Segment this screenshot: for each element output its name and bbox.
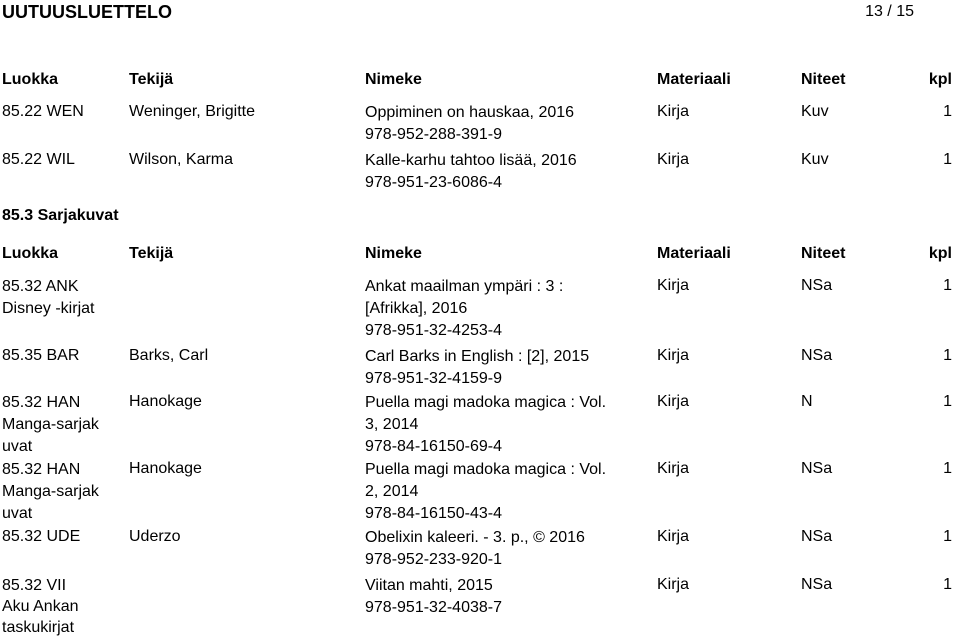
row-luokka: 85.22 WIL [2, 151, 75, 168]
row-niteet: NSa [801, 528, 833, 545]
row-materiaali: Kirja [657, 347, 690, 364]
column-header-luokka: Luokka [2, 245, 59, 262]
section-title: 85.3 Sarjakuvat [2, 207, 119, 224]
row-kpl: 1 [943, 151, 952, 168]
row-nimeke: Carl Barks in English : [2], 2015 978-951-32-4159-9 [365, 348, 590, 387]
column-header-materiaali: Materiaali [657, 245, 731, 262]
row-nimeke: Ankat maailman ympäri : 3 : [Afrikka], 2016 978-951-32-4253-4 [365, 278, 564, 339]
column-header-nimeke: Nimeke [365, 71, 422, 88]
page-number: 13 / 15 [865, 3, 914, 20]
column-header-nimeke: Nimeke [365, 245, 422, 262]
row-nimeke: Obelixin kaleeri. - 3. p., © 2016 978-952-233-920-1 [365, 529, 585, 568]
row-luokka: 85.32 UDE [2, 528, 81, 545]
row-nimeke: Puella magi madoka magica : Vol. 2, 2014 978-84-16150-43-4 [365, 461, 607, 522]
row-luokka: 85.32 VII Aku Ankan taskukirjat [2, 577, 79, 636]
row-kpl: 1 [943, 528, 952, 545]
column-header-niteet: Niteet [801, 245, 846, 262]
row-materiaali: Kirja [657, 103, 690, 120]
row-luokka: 85.32 HAN Manga-sarjak uvat [2, 394, 99, 455]
row-luokka: 85.32 HAN Manga-sarjak uvat [2, 461, 99, 522]
row-nimeke: Kalle-karhu tahtoo lisää, 2016 978-951-23-6086-4 [365, 152, 577, 191]
row-kpl: 1 [943, 576, 952, 593]
column-header-kpl: kpl [928, 71, 952, 88]
row-niteet: NSa [801, 347, 833, 364]
row-nimeke: Puella magi madoka magica : Vol. 3, 2014 978-84-16150-69-4 [365, 394, 607, 455]
row-niteet: Kuv [801, 151, 829, 168]
row-niteet: NSa [801, 576, 833, 593]
row-materiaali: Kirja [657, 576, 690, 593]
row-kpl: 1 [943, 277, 952, 294]
row-materiaali: Kirja [657, 151, 690, 168]
column-header-kpl: kpl [928, 245, 952, 262]
column-header-tekija: Tekijä [129, 71, 174, 88]
row-materiaali: Kirja [657, 528, 690, 545]
column-header-niteet: Niteet [801, 71, 846, 88]
row-nimeke: Oppiminen on hauskaa, 2016 978-952-288-391-9 [365, 104, 575, 143]
row-niteet: NSa [801, 277, 833, 294]
row-tekija: Hanokage [129, 460, 202, 477]
row-tekija: Hanokage [129, 393, 202, 410]
row-niteet: NSa [801, 460, 833, 477]
row-tekija: Wilson, Karma [129, 151, 234, 168]
row-nimeke: Viitan mahti, 2015 978-951-32-4038-7 [365, 577, 502, 616]
row-tekija: Weninger, Brigitte [129, 103, 255, 120]
page-title: UUTUUSLUETTELO [2, 2, 172, 22]
row-luokka: 85.22 WEN [2, 103, 84, 120]
row-luokka: 85.32 ANK Disney -kirjat [2, 278, 95, 317]
row-niteet: N [801, 393, 813, 410]
row-tekija: Uderzo [129, 528, 181, 545]
row-luokka: 85.35 BAR [2, 347, 80, 364]
row-materiaali: Kirja [657, 393, 690, 410]
row-materiaali: Kirja [657, 460, 690, 477]
column-header-tekija: Tekijä [129, 245, 174, 262]
row-kpl: 1 [943, 393, 952, 410]
row-materiaali: Kirja [657, 277, 690, 294]
row-kpl: 1 [943, 103, 952, 120]
column-header-materiaali: Materiaali [657, 71, 731, 88]
row-kpl: 1 [943, 460, 952, 477]
column-header-luokka: Luokka [2, 71, 59, 88]
row-niteet: Kuv [801, 103, 829, 120]
row-kpl: 1 [943, 347, 952, 364]
row-tekija: Barks, Carl [129, 347, 209, 364]
